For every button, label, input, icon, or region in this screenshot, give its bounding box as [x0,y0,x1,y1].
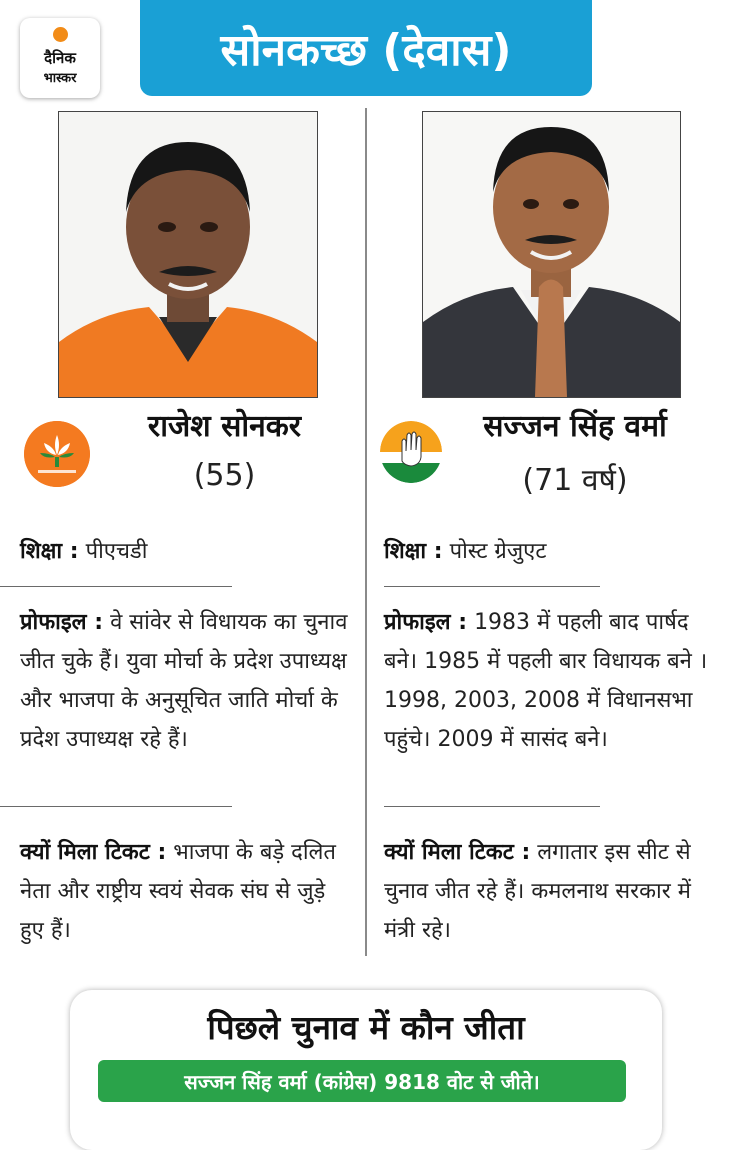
ticket-reason-left [20,833,350,950]
result-title: पिछले चुनाव में कौन जीता [207,1008,525,1047]
divider [384,806,600,807]
candidate-name-right: सज्जन सिंह वर्मा [483,409,667,444]
profile-text: 1983 में पहली बाद पार्षद बने। 1985 में पहली बार विधायक बने । 1998, 2003, 2008 में विधानसभा पहुंचे। 2009 में सासंद बने। [384,610,708,752]
constituency-title: सोनकच्छ (देवास) [140,0,592,96]
profile-right [384,603,714,759]
result-winner-bar: सज्जन सिंह वर्मा (कांग्रेस) 9818 वोट से जीते। [98,1060,626,1102]
profile-left [20,603,350,759]
column-divider [365,108,367,956]
ticket-label: क्यों मिला टिकट : [20,840,167,865]
dainik-bhaskar-logo [20,18,100,98]
candidate-age-right: (71 वर्ष) [522,463,628,498]
candidate-name-left: राजेश सोनकर [147,409,302,444]
profile-label: प्रोफाइल : [20,610,104,635]
sun-icon [53,27,68,42]
divider [0,806,232,807]
education-value: पीएचडी [85,539,148,564]
brand-line-2: भास्कर [43,71,77,86]
education-right [384,532,714,571]
divider [0,586,232,587]
profile-label: प्रोफाइल : [384,610,468,635]
candidate-photo-right [422,111,681,398]
divider [384,586,600,587]
education-left [20,532,350,571]
congress-hand-icon [380,421,442,483]
ticket-reason-right [384,833,714,950]
candidate-photo-left [58,111,318,398]
education-label: शिक्षा : [384,539,443,564]
bjp-lotus-icon [24,421,90,487]
ticket-text: भाजपा के बड़े दलित नेता और राष्ट्रीय स्वयं सेवक संघ से जुड़े हुए हैं। [20,840,336,943]
ticket-label: क्यों मिला टिकट : [384,840,531,865]
previous-result-card [70,990,662,1150]
brand-line-1: दैनिक [44,49,76,67]
education-value: पोस्ट ग्रेजुएट [449,539,547,564]
ticket-text: लगातार इस सीट से चुनाव जीत रहे हैं। कमलनाथ सरकार में मंत्री रहे। [384,840,691,943]
education-label: शिक्षा : [20,539,79,564]
profile-text: वे सांवेर से विधायक का चुनाव जीत चुके हैं। युवा मोर्चा के प्रदेश उपाध्यक्ष और भाजपा के अनुसूचित जाति मोर्चा के प्रदेश उपाध्यक्ष रहे हैं। [20,610,348,752]
candidate-age-left: (55) [193,458,256,493]
